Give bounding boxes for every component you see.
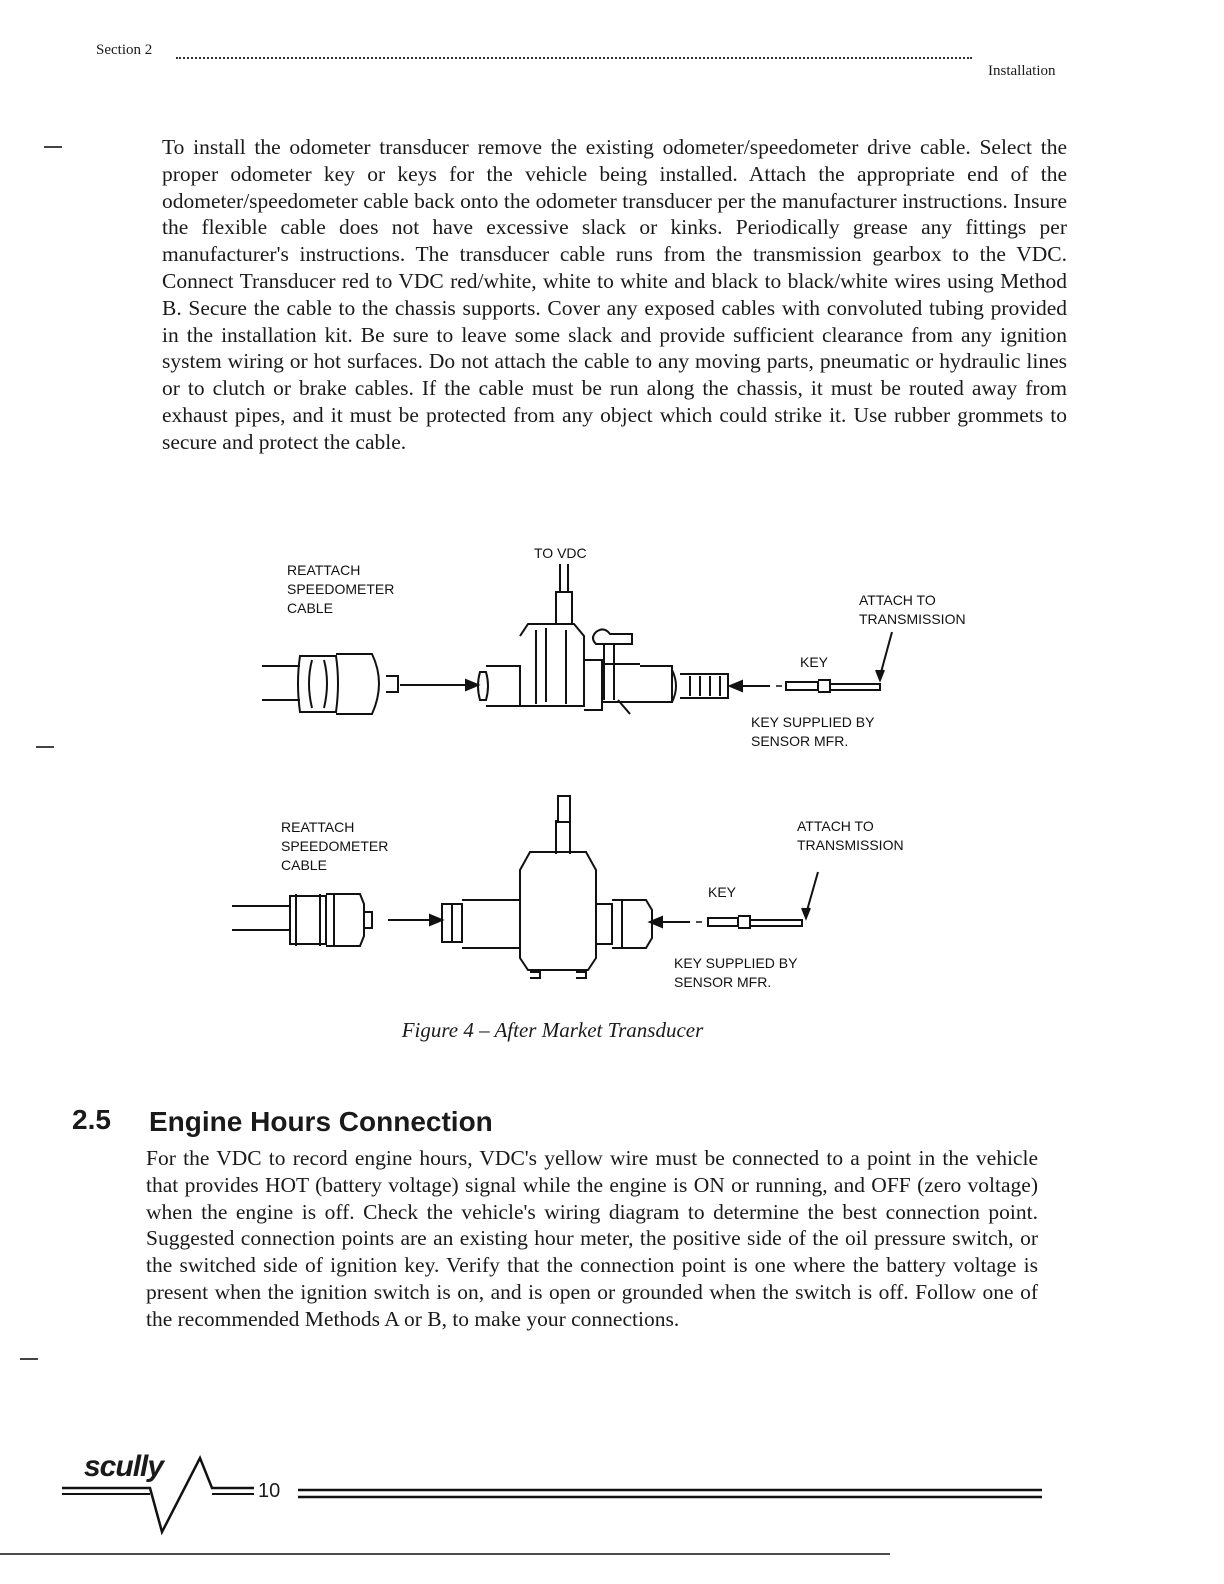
bottom-key-label: KEY <box>708 884 737 900</box>
top-reattach-label: REATTACH SPEEDOMETER CABLE <box>287 562 395 616</box>
top-key-label: KEY <box>800 654 829 670</box>
bottom-attach-label: ATTACH TO TRANSMISSION <box>797 818 904 853</box>
header-chapter-label: Installation <box>988 63 1056 79</box>
scully-logo-text: scully <box>84 1450 164 1483</box>
bottom-key-supplied-label: KEY SUPPLIED BY SENSOR MFR. <box>674 955 798 990</box>
top-to-vdc-label: TO VDC <box>534 545 587 561</box>
top-key-supplied-label: KEY SUPPLIED BY SENSOR MFR. <box>751 714 875 749</box>
body-paragraph: To install the odometer transducer remove the existing odometer/speedometer drive cable. Select the proper odometer key or keys for the vehicle being installed. Attach the appropriate end of the odometer/speedometer cable back onto the odometer transducer per the manufacturer instructions. Insure the flexible cable does not have excessive slack or kinks. Periodically grease any fittings per manufacturer's instructions. The transducer cable runs from the transmission gearbox to the VDC. Connect Transducer red to VDC red/white, white to white and black to black/white wires using Method B. Secure the cable to the chassis supports. Cover any exposed cables with convoluted tubing provided in the installation kit. Be sure to leave some slack and provide sufficient clearance from any ignition system wiring or hot surfaces. Do not attach the cable to any moving parts, pneumatic or hydraulic lines or to clutch or brake cables. If the cable must be run along the chassis, it must be routed away from exhaust pipes, and it must be protected from any object which could strike it. Use rubber grommets to secure and protect the cable. <box>162 135 1067 454</box>
header-section-label: Section 2 <box>96 42 153 58</box>
figure-caption: Figure 4 – After Market Transducer <box>401 1018 704 1042</box>
section-title: Engine Hours Connection <box>149 1106 493 1137</box>
top-attach-label: ATTACH TO TRANSMISSION <box>859 592 966 627</box>
bottom-reattach-label: REATTACH SPEEDOMETER CABLE <box>281 819 389 873</box>
page-number: 10 <box>258 1480 281 1502</box>
footer-rule-double <box>298 1490 1042 1497</box>
section-paragraph: For the VDC to record engine hours, VDC's yellow wire must be connected to a point in the vehicle that provides HOT (battery voltage) signal while the engine is ON or running, and OFF (zero voltage) when the engine is off. Check the vehicle's wiring diagram to determine the best connection point. Suggested connection points are an existing hour meter, the positive side of the oil pressure switch, or the switched side of ignition key. Verify that the connection point is one where the battery voltage is present when the ignition switch is on, and is open or grounded when the switch is off. Follow one of the recommended Methods A or B, to make your connections. <box>146 1146 1038 1331</box>
section-number: 2.5 <box>72 1104 111 1135</box>
